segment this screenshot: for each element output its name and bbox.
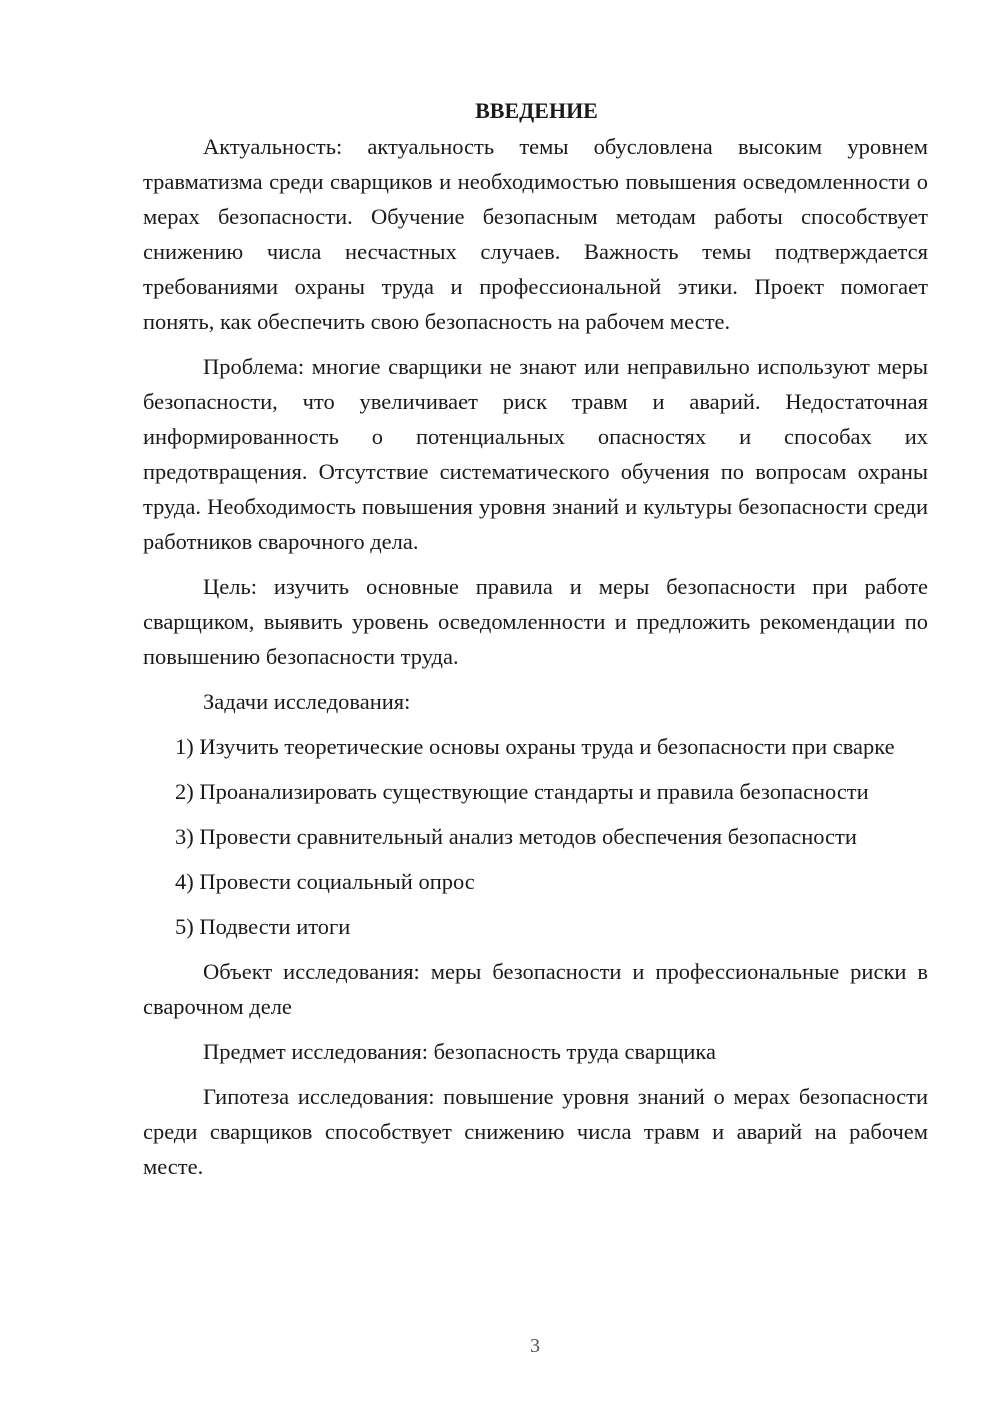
subject-paragraph: Предмет исследования: безопасность труда сварщика <box>203 1039 717 1064</box>
task-item-4: 4) Провести социальный опрос <box>175 869 475 894</box>
task-item-1: 1) Изучить теоретические основы охраны труда и безопасности при сварке <box>175 734 895 759</box>
problem-paragraph: Проблема: многие сварщики не знают или неправильно используют меры безопасности, что увеличивает риск травм и аварий. Недостаточная информированность о потенциальных опасностях и способах их предотвращения. Отсутствие систематического обучения по вопросам охраны труда. Необходимость повышения уровня знаний и культуры безопасности среди работников сварочного дела. <box>143 354 928 554</box>
goal-paragraph: Цель: изучить основные правила и меры безопасности при работе сварщиком, выявить уровень осведомленности и предложить рекомендации по повышению безопасности труда. <box>143 574 928 669</box>
tasks-heading: Задачи исследования: <box>203 689 411 714</box>
page-title: ВВЕДЕНИЕ <box>475 98 598 123</box>
hypothesis-paragraph: Гипотеза исследования: повышение уровня знаний о мерах безопасности среди сварщиков способствует снижению числа травм и аварий на рабочем месте. <box>143 1084 928 1179</box>
page-number: 3 <box>530 1335 540 1357</box>
task-item-3: 3) Провести сравнительный анализ методов обеспечения безопасности <box>175 824 857 849</box>
page-content <box>143 93 928 1194</box>
object-paragraph: Объект исследования: меры безопасности и профессиональные риски в сварочном деле <box>143 959 928 1019</box>
relevance-paragraph: Актуальность: актуальность темы обусловлена высоким уровнем травматизма среди сварщиков и необходимостью повышения осведомленности о мерах безопасности. Обучение безопасным методам работы способствует снижению числа несчастных случаев. Важность темы подтверждается требованиями охраны труда и профессиональной этики. Проект помогает понять, как обеспечить свою безопасность на рабочем месте. <box>143 134 928 334</box>
task-item-5: 5) Подвести итоги <box>175 914 351 939</box>
task-item-2: 2) Проанализировать существующие стандарты и правила безопасности <box>175 779 869 804</box>
